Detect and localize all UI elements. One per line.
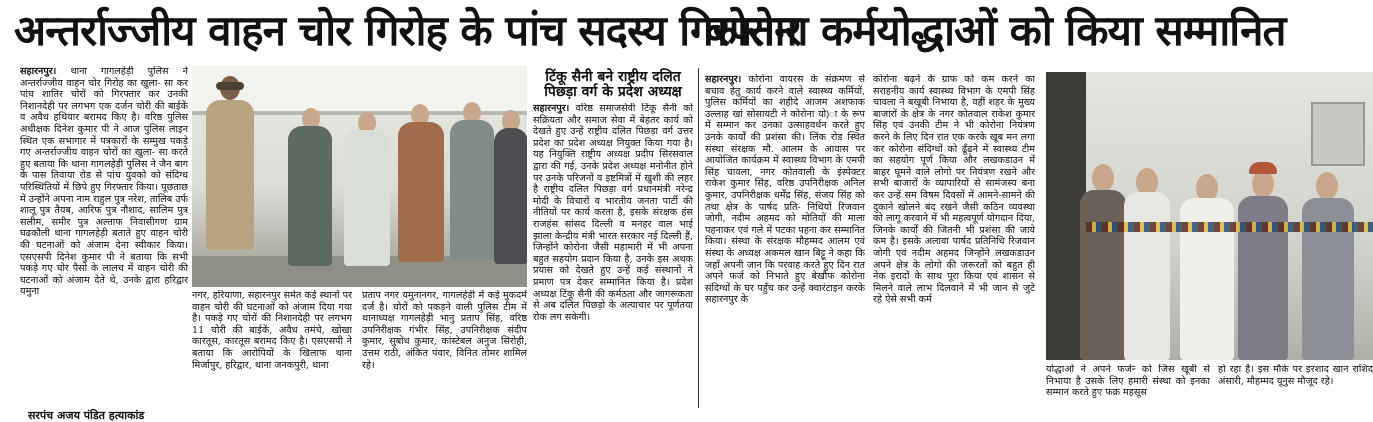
- column-divider: [698, 68, 699, 408]
- story2-body: वरिष्ठ समाजसेवी टिंकू सैनी को सक्रियता और समाज सेवा में बेहतर कार्य को देखते हुए उन्हें राष्ट्रीय दलित पिछड़ा वर्ग उत्तर प्रदेश का प्रदेश अध्यक्ष नियुक्त किया गया है। यह नियुक्ति राष्ट्रीय अध्यक्ष प्रदीप सिरसवाल द्वारा की गई, उनके प्रदेश अध्यक्ष मनोनीत होने पर उनके परिजनों व इष्टमित्रों में खुशी की लहर है राष्ट्रीय दलित पिछड़ा वर्ग प्रधानमंत्री नरेन्द्र मोदी के विचारों व भारतीय जनता पार्टी की नीतियों पर कार्य करता है, इसके संरक्षक हंस राजहंस सांसद दिल्ली व मनहर वाल भाई झाला केन्द्रीय मंत्री भारत सरकार नई दिल्ली हैं, जिन्होंने कोरोना जैसी महामारी में भी अपना बहुत सहयोग प्रदान किया है, उनके इस अथक प्रयास को देखते हुए उन्हें कई संस्थानों ने प्रमाण पत्र देकर सम्मानित किया है। प्रदेश अध्यक्ष टिंकू सैनी की कर्मठता और जागरूकता से अब दलित पिछड़ो के अत्याचार पर पूर्णतया रोक लग सकेगी।: [533, 103, 693, 323]
- story2-dateline: सहारनपुर।: [533, 103, 570, 114]
- story1-headline: अन्तर्राज्जीय वाहन चोर गिरोह के पांच सदस्य गिरफ्तार: [14, 6, 801, 55]
- story3-headline: कोरोना कर्मयोद्धाओं को किया सम्मानित: [705, 6, 1286, 55]
- story1-photo: [192, 66, 527, 287]
- story3-column-1: [705, 74, 865, 412]
- story3-photo: [1046, 72, 1373, 360]
- story3-caption-1: योद्धाओ ने अपने फर्जन्‍ को जिस खूबी से निभाया है उसके लिए हमारी संस्था को इनका सम्मान करते हुए फक्र महसूस: [1046, 364, 1210, 399]
- story3-body-col2: कोरोना बढ़ने के ग्राफ को कम करने का सराहनीय कार्य स्वास्थ्य विभाग के एमपी सिंह चावला ने बखूबी निभाया है, वहीं शहर के मुख्य बाजारों के क्षेत्र के नगर कोतवाल राकेश कुमार सिंह एवं उनकी टीम ने भी कोरोना नियंत्रण करने के लिए दिन रात एक करके खूब मन लगा कर कोरोना संदिग्धों को ढूँढ़ने में स्वास्थ्य टीम का सहयोग पूर्ण किया और लखकडाउन में बाहर घूमने वाले लोगो पर नियंत्रण रखने और सभी बाजारों के व्यापारियों से सामंजस्य बना कर उन्हें सम विषम दिवसों में आमने-सामने की दुकाने खोलने बंद रखने जैसी कठिन व्यवस्था को लागू करवाने में भी महत्वपूर्ण योगदान दिया, जिनके कार्यों की जितनी भी प्रशंसा की जाये कम है। इसके अलावा पार्षद प्रतिनिधि रिजवान जोगी एवं नदीम अहमद जिन्होंने लखकडाउन अपने क्षेत्र के लोगो की जरूरतों को बहुत ही नेक इरादों के साथ पूरा किया एवं शासन से मिलने वाले लाभ दिलवाने में भी जान से जुटे रहे ऐसे सभी कर्म: [873, 74, 1035, 306]
- story1-column-3: [362, 290, 527, 412]
- story1-next-headline: सरपंच अजय पंडित हत्याकांड: [28, 409, 145, 422]
- story1-column-1: [20, 66, 188, 412]
- story1-dateline: सहारनपुर।: [20, 66, 57, 77]
- story3-caption-2: हो रहा है। इस मौके पर इरशाद खान राशिद अंसारी, मौहम्मद यूनुस मौजूद रहे।: [1218, 364, 1373, 387]
- story3-body-col1: कोरोना वायरस के संक्रमण से बचाव हेतु कार्य करने वाले स्वास्थ्य कर्मियों, पुलिस कर्मियों का शहीदे आजम अशफाक उल्लाह खां सोसायटी ने कोरोना यो)ा के रूप में सम्मान कर उनका उत्साहवर्धन करते हुए उनके कार्यों की प्रशंसा की। लिंक रोड स्थित संस्था संरक्षक मौ. आलम के आवास पर आयोजित कार्यक्रम में स्वास्थ्य विभाग के एमपी सिंह चावला, नगर कोतवाली के इंस्पेक्टर राकेश कुमार सिंह, वरिष्ठ उपनिरीक्षक अनिल कुमार, उपनिरीक्षक धर्मेंद्र सिंह, संजय सिंह को तथा क्षेत्र के पार्षद प्रति- निधियों रिजवान जोगी, नदीम अहमद को मोतियों की माला पहनाकर एवं गले में पटका पहना कर सम्मानित किया। संस्था के संरक्षक मौहम्मद आलम एवं संस्था के अध्यक्ष अकमल खान बिट्टू ने कहा कि जहाँ अपनी जान कि परवाह करते हुए दिन रात अपने फर्ज को निभाते हुए बेखौफ कोरोना संदिग्धों के घर पहुँच कर उन्हें क्वारंटाइन करके सहारनपुर के: [705, 74, 865, 306]
- story2-subhead: टिंकू सैनी बने राष्ट्रीय दलित पिछड़ा वर्ग के प्रदेश अध्यक्ष: [544, 69, 682, 100]
- story1-body-col3: प्रताप नगर यमुनानगर, गागलहेड़ी में कई मुकदमें दर्ज है। चोरों को पकड़ने वाली पुलिस टीम में थानाध्यक्ष गागलहेड़ी भानु प्रताप सिंह, वरिष्ठ उपनिरीक्षक गंभीर सिंह, उपनिरीक्षक संदीप कुमार, सुबोध कुमार, कांस्टेबल अनुज सिरोही, उत्तम राठी, अंकित पंवार, विनित तोमर शामिल रहे।: [362, 290, 527, 371]
- story1-body-col2: नगर, हरियाणा, सहारनपुर समेत कई स्थानों पर वाहन चोरी की घटनाओं को अंजाम दिया गया है। पकड़े गए चोरों की निशानदेही पर लगभग 11 चोरी की बाईकें, अवैध तमंचे, खोखा कारतूस, कारतूस बरामद किए है। एसएसपी ने बताया कि आरोपियों के खिलाफ थाना मिर्जापुर, हरिद्वार, थाना जनकपुरी, थाना: [192, 290, 352, 371]
- story3-dateline: सहारनपुर।: [705, 74, 742, 85]
- story2-column: [533, 103, 693, 412]
- story3-column-2: [873, 74, 1035, 412]
- story1-body-col1: थाना गागलहेड़ी पुलिस ने अन्तर्राज्जीय वाहन चोर गिरोह का खुला- सा कर पांच शातिर चोरों को गिरफ्तार कर उनकी निशानदेही पर लगभग एक दर्जन चोरी की बाईकें व अवैध हथियार बरामद किए है। वरिष्ठ पुलिस अधीक्षक दिनेश कुमार पी ने आज पुलिस लाइन स्थित एक सभागार में पत्रकारों के सम्मुख पकड़े गए अन्तर्राज्जीय वाहन चोरों का खुला- सा करते हुए बताया कि थाना गागलहेड़ी पुलिस ने जैन बाग के पास तिवाया रोड से पांच युवको को संदिग्ध परिस्थितियों में छिपे हुए गिरफ्तार किया। पूछताछ में उन्होंने अपना नाम राहुल पुत्र नरेश, तालिब उर्फ शालू पुत्र तैयब, आरिफ पुत्र नौशाद, सालिम पुत्र सलीम, समीर पुत्र अल्ताफ निवासीगण ग्राम घढकौली थाना गागलहेड़ी बताते हुए वाहन चोरी की घटनाओं को अंजाम देना स्वीकार किया। एसएसपी दिनेश कुमार पी ने बताया कि सभी पकड़े गए चोर पैसो के लालच में वाहन चोरी की घटनाओं को अंजाम देते थे, उनके द्वारा हरिद्वार यमुना: [20, 66, 188, 298]
- story1-column-2: [192, 290, 352, 412]
